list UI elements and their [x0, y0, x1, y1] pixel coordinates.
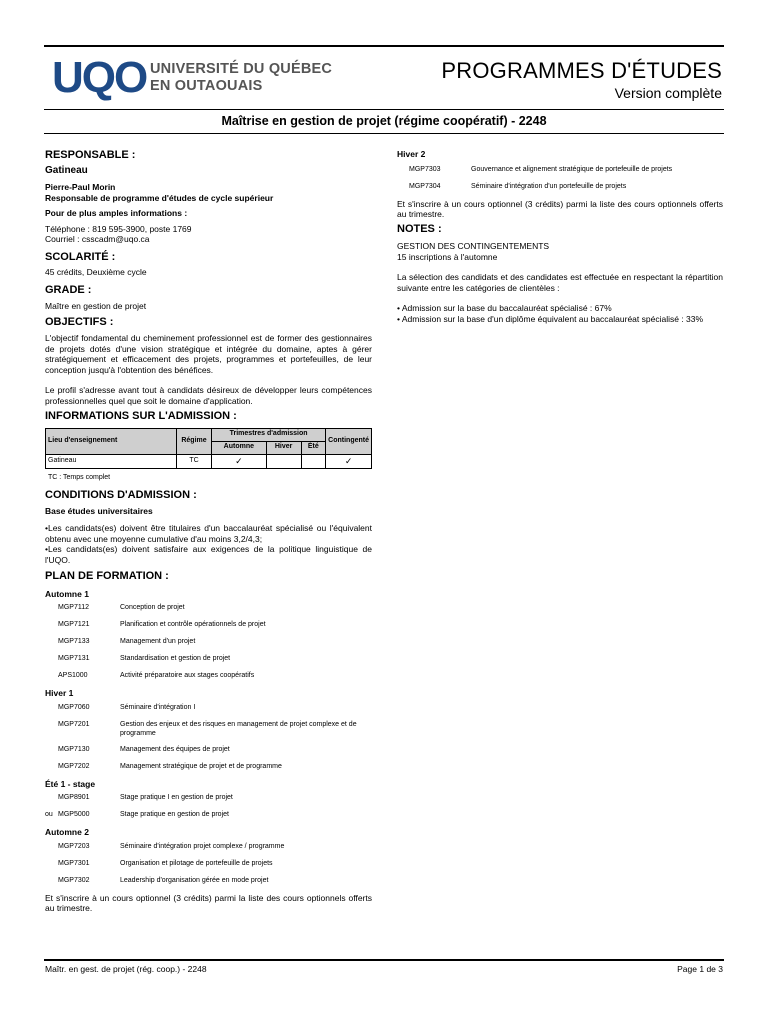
course-row [45, 859, 372, 876]
course-title: Séminaire d'intégration I [120, 703, 196, 711]
notes-paragraph: La sélection des candidats et des candidates est effectuée en respectant la répartition suivante entre les catégories de clientèles : [397, 272, 723, 293]
cell-regime: TC [177, 454, 212, 468]
course-code: MGP7304 [409, 182, 441, 190]
more-info-label: Pour de plus amples informations : [45, 208, 188, 218]
course-code: MGP7301 [58, 859, 90, 867]
course-row [45, 654, 372, 671]
course-row [45, 637, 372, 654]
course-list-automne-1 [45, 603, 372, 688]
course-row [397, 165, 723, 182]
university-name: UNIVERSITÉ DU QUÉBEC EN OUTAOUAIS [150, 61, 333, 94]
grade-text: Maître en gestion de projet [45, 301, 147, 311]
phone-text: Téléphone : 819 595-3900, poste 1769 [45, 223, 192, 234]
col-automne: Automne [212, 441, 267, 454]
course-row [45, 810, 372, 827]
course-list-ete-1 [45, 793, 372, 827]
course-code: MGP7131 [58, 655, 90, 662]
right-column [397, 149, 723, 324]
conditions-bullet-1: •Les candidats(es) doivent être titulaires d'un baccalauréat spécialisé ou l'équivalent obtenu avec une moyenne cumulative d'au moins 3,2/4,3; [45, 523, 372, 544]
footer-rule [44, 959, 724, 961]
cell-contingente: ✓ [326, 454, 372, 468]
objectifs-heading: OBJECTIFS : [45, 315, 114, 328]
course-row [45, 745, 372, 762]
left-column [45, 150, 372, 914]
plan-heading: PLAN DE FORMATION : [45, 570, 169, 582]
course-code: MGP7133 [58, 638, 90, 645]
course-or-prefix: ou [45, 811, 53, 818]
course-title: Organisation et pilotage de portefeuille de projets [120, 859, 273, 867]
cell-lieu: Gatineau [46, 454, 177, 468]
course-row [45, 762, 372, 779]
cell-automne: ✓ [212, 454, 267, 468]
col-contingente: Contingenté [326, 428, 372, 454]
objectifs-paragraph-2: Le profil s'adresse avant tout à candidats désireux de développer leurs compétences professionnelles quel que soit le domaine d'application. [45, 385, 372, 406]
conditions-bullet-2: •Les candidats(es) doivent satisfaire aux exigences de la politique linguistique de l'UQO. [45, 544, 372, 565]
table-footnote: TC : Temps complet [48, 473, 111, 481]
course-list-hiver-1 [45, 703, 372, 779]
notes-line-2: 15 inscriptions à l'automne [397, 251, 498, 262]
admission-info-heading: INFORMATIONS SUR L'ADMISSION : [45, 410, 237, 422]
program-title: Maîtrise en gestion de projet (régime coopératif) - 2248 [221, 114, 547, 128]
course-code: MGP7203 [58, 842, 90, 850]
term-ete-1: Été 1 - stage [45, 778, 96, 789]
course-code: MGP7202 [58, 762, 90, 770]
notes-bullet-2: • Admission sur la base d'un diplôme équivalent au baccalauréat spécialisé : 33% [397, 313, 704, 324]
top-rule [44, 45, 724, 47]
col-ete: Été [301, 441, 326, 454]
header-rule-top [44, 109, 724, 110]
course-row [45, 876, 372, 893]
course-code: MGP7303 [409, 165, 441, 173]
cell-hiver [266, 454, 301, 468]
course-row [397, 182, 723, 199]
course-title: Gestion des enjeux et des risques en management de projet complexe et de programme [120, 720, 357, 737]
col-hiver: Hiver [266, 441, 301, 454]
header-rule-bottom [44, 133, 724, 134]
objectifs-paragraph-1: L'objectif fondamental du cheminement professionnel est de former des gestionnaires de projets dotés d'une vision stratégique et intégrée du domaine, aptes à gérer stratégiquement et efficacement des projets, programmes et portefeuilles, de leur conception jusqu'à l'obtention des bénéfices. [45, 333, 372, 375]
course-title: Management des équipes de projet [120, 745, 230, 753]
course-code: MGP7130 [58, 745, 90, 753]
email-text: Courriel : csscadm@uqo.ca [45, 234, 150, 244]
responsable-campus: Gatineau [45, 164, 88, 176]
course-list-automne-2 [45, 842, 372, 893]
notes-line-1: GESTION DES CONTINGENTEMENTS [397, 241, 550, 251]
course-row [45, 842, 372, 859]
conditions-heading: CONDITIONS D'ADMISSION : [45, 489, 197, 501]
course-title: Management d'un projet [120, 638, 196, 645]
course-title: Conception de projet [120, 604, 185, 611]
footer-page-number: Page 1 de 3 [677, 964, 723, 974]
course-row [45, 620, 372, 637]
course-list-hiver-2 [397, 165, 723, 199]
uqo-logo: UQO [52, 53, 147, 102]
course-title: Stage pratique en gestion de projet [120, 811, 229, 818]
course-code: MGP7060 [58, 703, 90, 711]
course-title: Séminaire d'intégration d'un portefeuille de projets [471, 182, 627, 190]
notes-bullet-1: • Admission sur la base du baccalauréat spécialisé : 67% [397, 303, 612, 313]
course-row [45, 603, 372, 620]
scolarite-heading: SCOLARITÉ : [45, 250, 116, 263]
course-row [45, 793, 372, 810]
course-row [45, 720, 372, 745]
course-row [45, 703, 372, 720]
col-trimestres: Trimestres d'admission [212, 428, 326, 441]
course-code: MGP7112 [58, 604, 89, 611]
automne-2-note: Et s'inscrire à un cours optionnel (3 crédits) parmi la liste des cours optionnels offerts au trimestre. [45, 892, 372, 913]
course-code: MGP7121 [58, 621, 90, 628]
footer-left: Maîtr. en gest. de projet (rég. coop.) - 2248 [45, 964, 207, 974]
term-automne-1: Automne 1 [45, 588, 89, 599]
responsable-name: Pierre-Paul Morin [45, 182, 116, 192]
term-hiver-2: Hiver 2 [397, 149, 426, 159]
course-title: Planification et contrôle opérationnels de projet [120, 621, 266, 628]
term-automne-2: Automne 2 [45, 827, 89, 837]
notes-heading: NOTES : [397, 222, 442, 235]
course-code: MGP7302 [58, 876, 90, 884]
course-title: Séminaire d'intégration projet complexe / programme [120, 842, 285, 850]
course-title: Stage pratique I en gestion de projet [120, 794, 233, 801]
col-lieu: Lieu d'enseignement [46, 428, 177, 454]
responsable-heading: RESPONSABLE : [45, 149, 136, 161]
course-title: Leadership d'organisation gérée en mode projet [120, 876, 269, 884]
cell-ete [301, 454, 326, 468]
grade-heading: GRADE : [45, 283, 92, 296]
course-code: MGP8901 [58, 794, 90, 801]
scolarite-text: 45 crédits, Deuxième cycle [45, 267, 147, 277]
col-regime: Régime [177, 428, 212, 454]
course-row [45, 671, 372, 688]
course-title: Gouvernance et alignement stratégique de portefeuille de projets [471, 165, 673, 173]
responsable-role: Responsable de programme d'études de cycle supérieur [45, 192, 274, 203]
conditions-sub: Base études universitaires [45, 505, 153, 516]
hiver-2-note: Et s'inscrire à un cours optionnel (3 crédits) parmi la liste des cours optionnels offerts au trimestre. [397, 198, 723, 219]
document-title: PROGRAMMES D'ÉTUDES [441, 58, 722, 83]
term-hiver-1: Hiver 1 [45, 688, 74, 698]
course-code: MGP7201 [58, 720, 90, 728]
course-title: Activité préparatoire aux stages coopératifs [120, 672, 255, 679]
course-code: APS1000 [58, 672, 88, 679]
admission-table [45, 428, 372, 469]
document-subtitle: Version complète [614, 85, 722, 101]
course-title: Standardisation et gestion de projet [120, 655, 231, 662]
course-code: MGP5000 [58, 811, 90, 818]
course-title: Management stratégique de projet et de programme [120, 762, 282, 770]
